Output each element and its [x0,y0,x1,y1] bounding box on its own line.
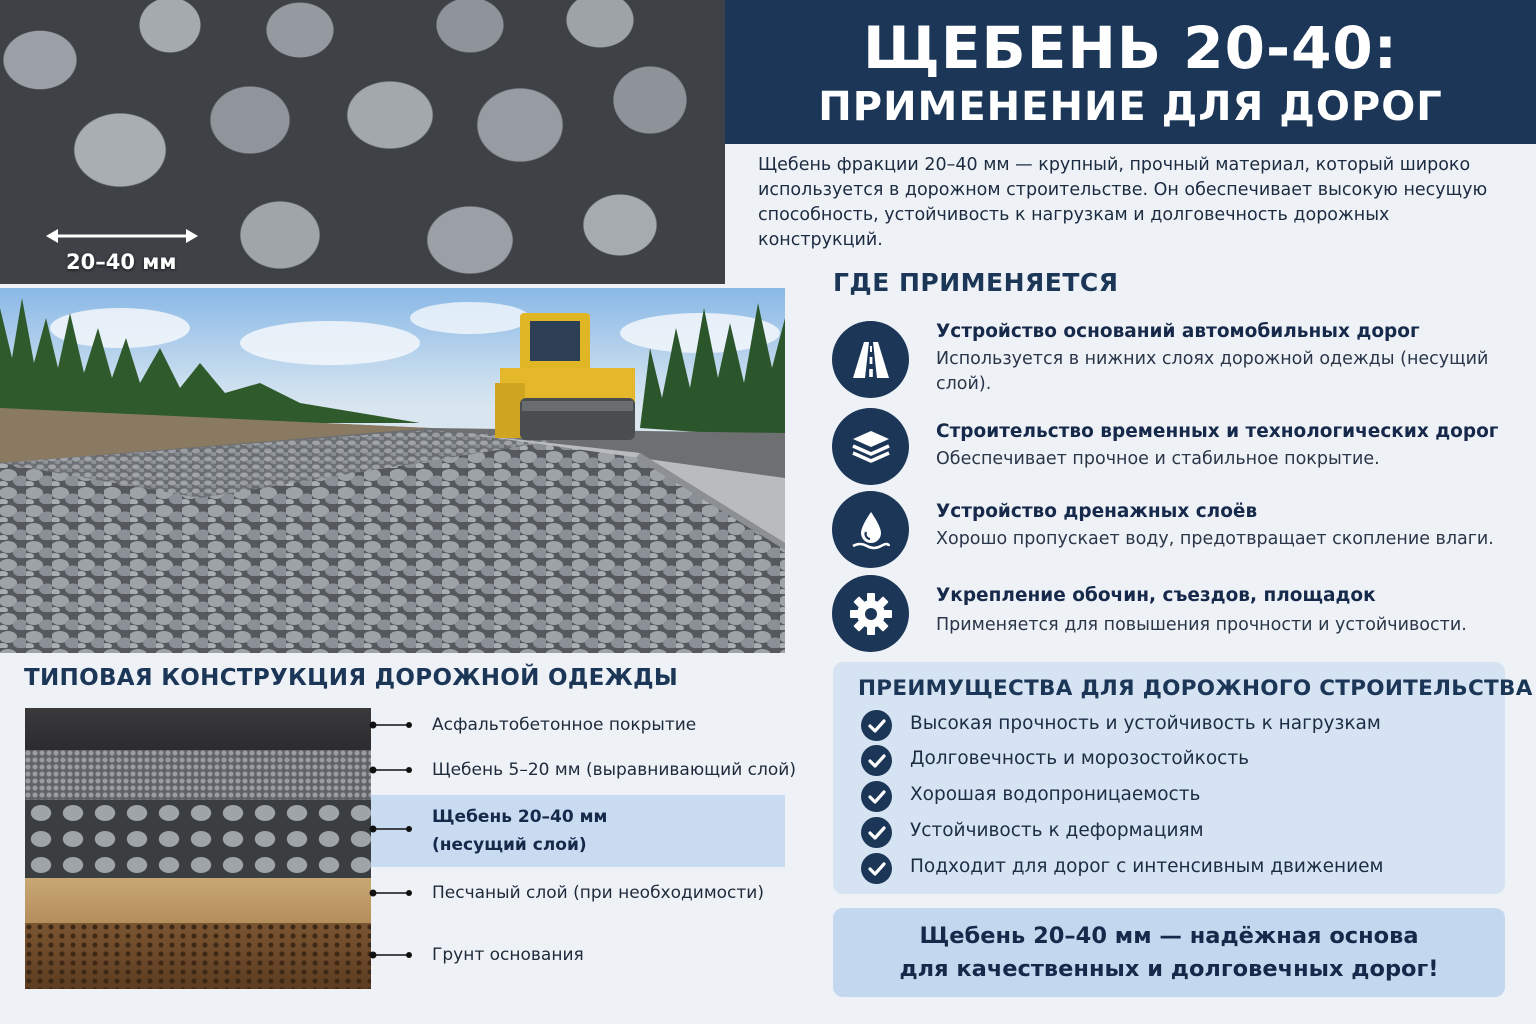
road-icon [832,321,909,398]
layer-coarse-gravel [25,800,371,878]
intro-paragraph: Щебень фракции 20–40 мм — крупный, прочный материал, который широко используется в дорожном строительстве. Он обеспечивает высокую несущую способность, устойчивость к нагрузкам и долговечность дорожных конструкций. [758,155,1488,250]
page-title: ЩЕБЕНЬ 20-40: [863,14,1398,82]
check-icon [861,781,892,812]
leader-line-icon [369,721,413,729]
advantage-text: Хорошая водопроницаемость [910,784,1201,805]
application-description: Применяется для повышения прочности и устойчивости. [936,615,1467,635]
size-arrow-icon [46,226,198,246]
fraction-size-label: 20–40 мм [66,250,177,274]
leader-line-icon [369,825,413,833]
advantage-text: Долговечность и морозостойкость [910,748,1250,769]
application-item-road-base [832,321,1522,401]
layer-label: Песчаный слой (при необходимости) [432,883,764,903]
applications-heading: ГДЕ ПРИМЕНЯЕТСЯ [833,268,1119,297]
water-drop-icon [832,491,909,568]
conclusion-line: Щебень 20–40 мм — надёжная основа [919,923,1419,949]
road-roller [495,313,635,440]
check-icon [861,710,892,741]
layer-sand [25,878,371,923]
leader-line-icon [369,889,413,897]
layer-label-highlighted [432,803,607,859]
road-scene-illustration [0,288,785,653]
layers-heading: ТИПОВАЯ КОНСТРУКЦИЯ ДОРОЖНОЙ ОДЕЖДЫ [24,665,679,691]
layer-label: Асфальтобетонное покрытие [432,715,697,735]
layer-label-line: Щебень 20–40 мм [432,807,608,827]
road-construction-photo [0,288,785,653]
application-title: Устройство оснований автомобильных дорог [936,321,1420,342]
check-icon [861,853,892,884]
layers-icon [832,408,909,485]
conclusion-banner [833,908,1505,997]
application-description: Хорошо пропускает воду, предотвращает скопление влаги. [936,529,1494,549]
road-layers-diagram [25,708,371,989]
gear-icon [832,575,909,652]
gravel-closeup-photo [0,0,725,284]
advantage-text: Высокая прочность и устойчивость к нагрузкам [910,713,1381,734]
conclusion-line: для качественных и долговечных дорог! [899,956,1439,982]
leader-line-icon [369,766,413,774]
layer-label-line: (несущий слой) [432,835,587,855]
page-subtitle: ПРИМЕНЕНИЕ ДЛЯ ДОРОГ [818,84,1443,130]
application-item-drainage [832,491,1522,571]
leader-line-icon [369,951,413,959]
application-item-temporary-roads [832,408,1522,488]
advantages-heading: ПРЕИМУЩЕСТВА ДЛЯ ДОРОЖНОГО СТРОИТЕЛЬСТВА [858,676,1533,701]
application-item-shoulders [832,575,1522,655]
application-title: Строительство временных и технологических дорог [936,421,1499,442]
application-description: Используется в нижних слоях дорожной одежды (несущий слой). [936,349,1489,394]
application-title: Укрепление обочин, съездов, площадок [936,585,1376,606]
layer-asphalt [25,708,371,750]
application-description: Обеспечивает прочное и стабильное покрытие. [936,449,1380,469]
check-icon [861,745,892,776]
advantage-text: Устойчивость к деформациям [910,820,1204,841]
application-title: Устройство дренажных слоёв [936,501,1258,522]
layer-fine-gravel [25,750,371,800]
layer-label: Грунт основания [432,945,584,965]
layer-soil [25,923,371,989]
check-icon [861,817,892,848]
advantage-text: Подходит для дорог с интенсивным движением [910,856,1384,877]
title-banner [725,0,1536,144]
layer-label: Щебень 5–20 мм (выравнивающий слой) [432,760,796,780]
